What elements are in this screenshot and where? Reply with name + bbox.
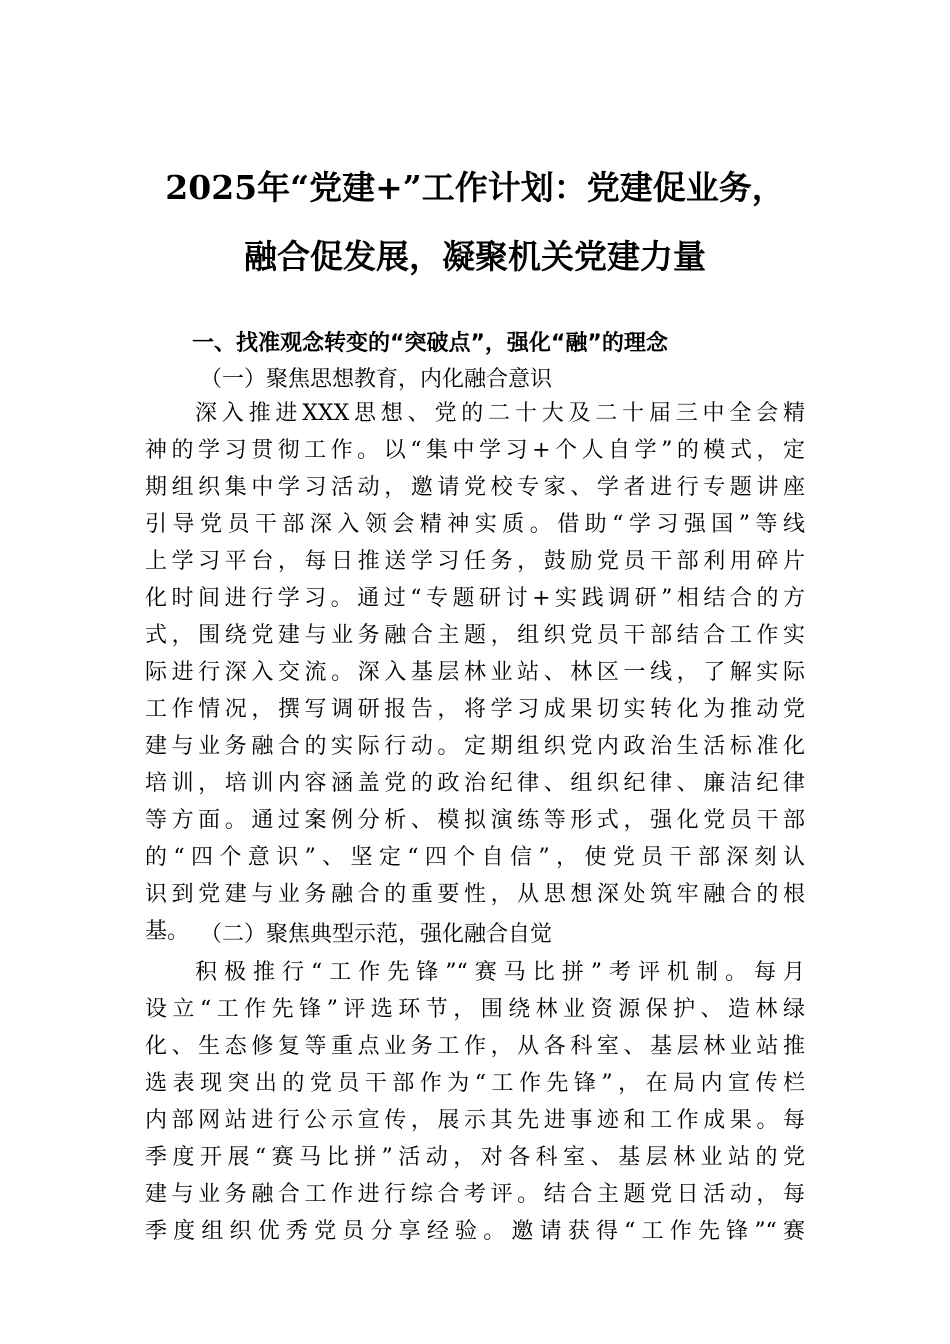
- paragraph-line: 培训，培训内容涵盖党的政治纪律、组织纪律、廉洁纪律: [145, 771, 805, 796]
- paragraph-line: 化时间进行学习。通过“专题研讨+实践调研”相结合的方: [145, 586, 805, 611]
- paragraph-line: 设立“工作先锋”评选环节，围绕林业资源保护、造林绿: [145, 997, 805, 1022]
- paragraph-line: 季度开展“赛马比拼”活动，对各科室、基层林业站的党: [145, 1145, 805, 1170]
- paragraph-line: 工作情况，撰写调研报告，将学习成果切实转化为推动党: [145, 697, 805, 722]
- paragraph-line: 期组织集中学习活动，邀请党校专家、学者进行专题讲座: [145, 475, 805, 500]
- paragraph-line: 积极推行“工作先锋”“赛马比拼”考评机制。每月: [195, 960, 805, 985]
- paragraph-line: 建与业务融合的实际行动。定期组织党内政治生活标准化: [145, 734, 805, 759]
- paragraph-line: 识到党建与业务融合的重要性，从思想深处筑牢融合的根: [145, 882, 805, 907]
- paragraph-line: 选表现突出的党员干部作为“工作先锋”，在局内宣传栏: [145, 1071, 805, 1096]
- subsection-2-heading: （二）聚焦典型示范，强化融合自觉: [200, 922, 553, 947]
- paragraph-line: 内部网站进行公示宣传，展示其先进事迹和工作成果。每: [145, 1108, 805, 1133]
- paragraph-line: 深入推进XXX思想、党的二十大及二十届三中全会精: [195, 401, 805, 426]
- paragraph-line: 的“四个意识”、坚定“四个自信”，使党员干部深刻认: [145, 845, 805, 870]
- subsection-1-heading: （一）聚焦思想教育，内化融合意识: [200, 367, 553, 392]
- paragraph-line: 神的学习贯彻工作。以“集中学习+个人自学”的模式，定: [145, 438, 805, 463]
- paragraph-line: 化、生态修复等重点业务工作，从各科室、基层林业站推: [145, 1034, 805, 1059]
- paragraph-line: 等方面。通过案例分析、模拟演练等形式，强化党员干部: [145, 808, 805, 833]
- paragraph-line: 上学习平台，每日推送学习任务，鼓励党员干部利用碎片: [145, 549, 805, 574]
- document-title-line-1: 2025年“党建+”工作计划：党建促业务，: [165, 168, 785, 207]
- paragraph-line: 际进行深入交流。深入基层林业站、林区一线，了解实际: [145, 660, 805, 685]
- paragraph-line: 季度组织优秀党员分享经验。邀请获得“工作先锋”“赛: [145, 1219, 805, 1244]
- paragraph-line: 式，围绕党建与业务融合主题，组织党员干部结合工作实: [145, 623, 805, 648]
- paragraph-line: 建与业务融合工作进行综合考评。结合主题党日活动，每: [145, 1182, 805, 1207]
- paragraph-line: 引导党员干部深入领会精神实质。借助“学习强国”等线: [145, 512, 805, 537]
- paragraph-line-last: 基。: [145, 919, 190, 944]
- section-1-heading: 一、找准观念转变的“突破点”，强化“融”的理念: [192, 331, 668, 356]
- document-title-line-2: 融合促发展，凝聚机关党建力量: [244, 237, 706, 276]
